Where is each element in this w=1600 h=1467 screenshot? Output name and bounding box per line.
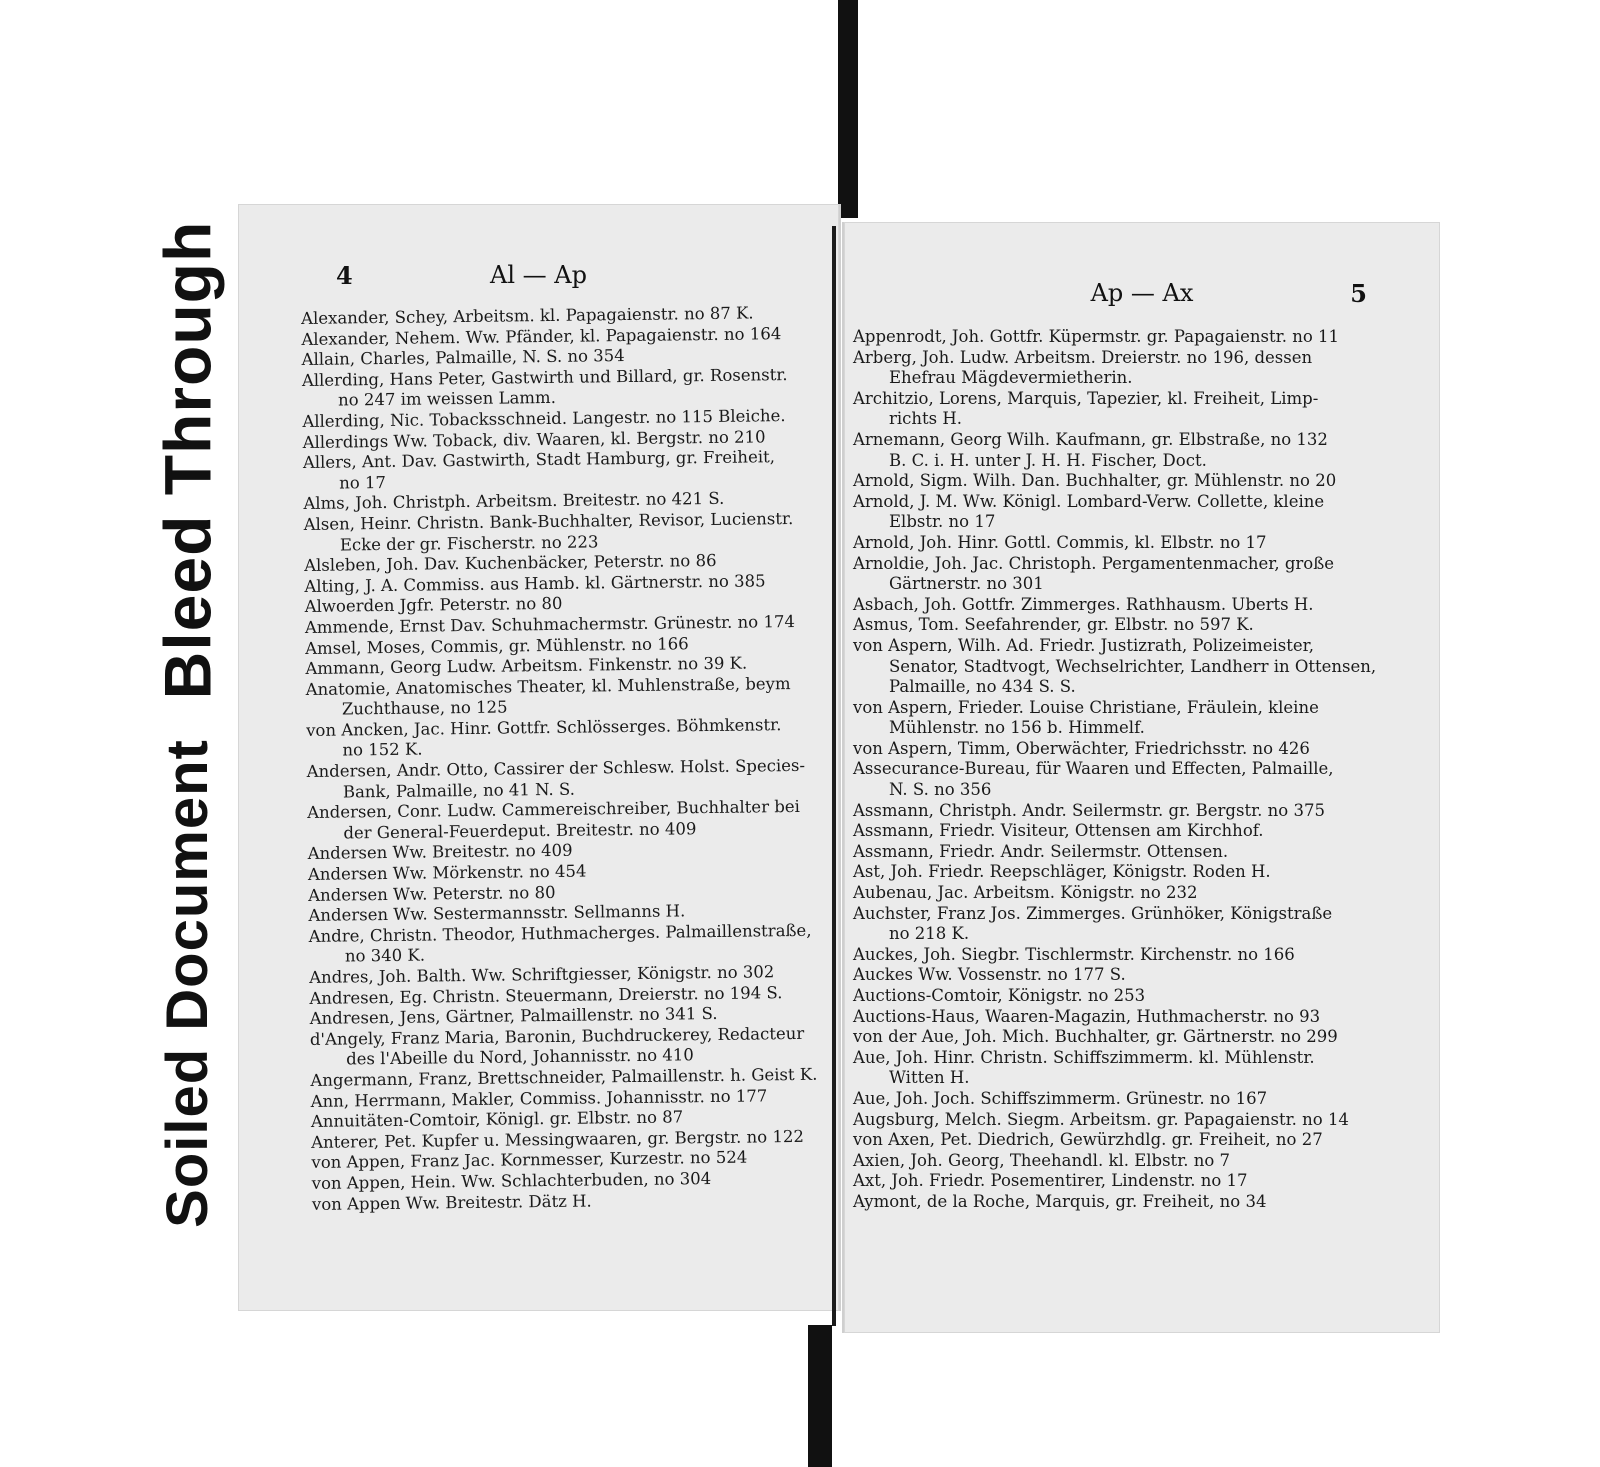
directory-entry: Amsel, Moses, Commis, gr. Mühlenstr. no 166 [305,633,689,658]
left-page-range: Al — Ap [490,261,587,289]
directory-entry: Andres, Joh. Balth. Ww. Schriftgiesser, Königstr. no 302 [309,962,775,987]
directory-entry: Allerding, Hans Peter, Gastwirth und Billard, gr. Rosenstr. no 247 im weissen Lamm. [301,364,788,410]
right-page [844,222,1440,1333]
directory-entry: Axt, Joh. Friedr. Posementirer, Lindenstr. no 17 [853,1171,1248,1191]
directory-entry: Arberg, Joh. Ludw. Arbeitsm. Dreierstr. no 196, dessen Ehefrau Mägdevermietherin. [853,347,1313,388]
directory-entry: von Appen, Franz Jac. Kornmesser, Kurzestr. no 524 [311,1147,748,1173]
directory-entry: Arnoldie, Joh. Jac. Christoph. Pergamentenmacher, große Gärtnerstr. no 301 [853,553,1335,594]
directory-entry: von Aspern, Wilh. Ad. Friedr. Justizrath, Polizeimeister, Senator, Stadtvogt, Wechselrichter, Landherr in Ottensen, Palmaille, no 434 S. S. [853,635,1377,697]
bleed-through-label: Bleed Through [150,220,225,700]
directory-entry: Andersen Ww. Sestermannsstr. Sellmanns H. [308,901,686,926]
directory-entry: Alwoerden Jgfr. Peterstr. no 80 [304,594,563,617]
directory-entry: Augsburg, Melch. Siegm. Arbeitsm. gr. Papagaienstr. no 14 [853,1109,1349,1129]
directory-entry: Alsleben, Joh. Dav. Kuchenbäcker, Peterstr. no 86 [304,551,717,576]
directory-entry: von Aspern, Frieder. Louise Christiane, Fräulein, kleine Mühlenstr. no 156 b. Himmelf. [853,697,1319,738]
left-page [238,204,839,1311]
directory-entry: Allerdings Ww. Toback, div. Waaren, kl. Bergstr. no 210 [302,426,766,452]
directory-entry: von Ancken, Jac. Hinr. Gottfr. Schlösserges. Böhmkenstr. no 152 K. [306,715,782,760]
top-binding-bar [838,0,858,218]
directory-entry: Annuitäten-Comtoir, Königl. gr. Elbstr. no 87 [310,1107,684,1132]
directory-entry: Auckes Ww. Vossenstr. no 177 S. [853,965,1126,985]
bottom-binding-bar [808,1325,832,1467]
directory-entry: von Appen Ww. Breitestr. Dätz H. [311,1191,592,1214]
directory-entry: d'Angely, Franz Maria, Baronin, Buchdruckerey, Redacteur des l'Abeille du Nord, Johannisstr. no 410 [309,1023,805,1069]
directory-entry: Allain, Charles, Palmaille, N. S. no 354 [301,346,625,370]
directory-entry: Allerding, Nic. Tobacksschneid. Langestr. no 115 Bleiche. [302,406,786,431]
directory-entry: von Appen, Hein. Ww. Schlachterbuden, no 304 [311,1168,712,1193]
directory-entry: Anatomie, Anatomisches Theater, kl. Muhlenstraße, beym Zuchthause, no 125 [305,673,791,719]
directory-entry: Aue, Joh. Hinr. Christn. Schiffszimmerm. kl. Mühlenstr. Witten H. [853,1047,1315,1088]
directory-entry: Arnold, Sigm. Wilh. Dan. Buchhalter, gr. Mühlenstr. no 20 [853,471,1337,491]
directory-entry: von der Aue, Joh. Mich. Buchhalter, gr. Gärtnerstr. no 299 [853,1027,1338,1047]
directory-entry: Ast, Joh. Friedr. Reepschläger, Königstr. Roden H. [853,862,1271,882]
directory-entry: Alms, Joh. Christph. Arbeitsm. Breitestr. no 421 S. [303,489,725,514]
directory-entry: Allers, Ant. Dav. Gastwirth, Stadt Hamburg, gr. Freiheit, no 17 [302,447,776,493]
directory-entry: Angermann, Franz, Brettschneider, Palmaillenstr. h. Geist K. [310,1064,818,1090]
directory-entry: Andresen, Jens, Gärtner, Palmaillenstr. no 341 S. [309,1004,718,1029]
right-page-range: Ap — Ax [1090,279,1194,307]
left-page-edge [832,226,836,1326]
directory-entry: Andersen Ww. Peterstr. no 80 [308,882,556,905]
left-page-number: 4 [336,261,353,290]
left-page-header [239,261,838,295]
right-page-number: 5 [1350,279,1367,308]
directory-entry: Andersen Ww. Mörkenstr. no 454 [307,861,587,884]
directory-entry: Asbach, Joh. Gottfr. Zimmerges. Rathhausm. Uberts H. [853,594,1314,614]
right-page-header [845,279,1439,313]
directory-entry: Andersen Ww. Breitestr. no 409 [307,841,573,864]
directory-entry: Assmann, Friedr. Andr. Seilermstr. Ottensen. [853,841,1229,861]
directory-entry: Anterer, Pet. Kupfer u. Messingwaaren, gr. Bergstr. no 122 [311,1126,804,1152]
directory-entry: Arnold, Joh. Hinr. Gottl. Commis, kl. Elbstr. no 17 [853,532,1267,552]
directory-entry: Assecurance-Bureau, für Waaren und Effecten, Palmaille, N. S. no 356 [853,759,1334,800]
directory-entry: Andersen, Andr. Otto, Cassirer der Schlesw. Holst. Species- Bank, Palmaille, no 41 N. S. [306,755,806,802]
directory-entry: Aue, Joh. Joch. Schiffszimmerm. Grünestr. no 167 [853,1088,1268,1108]
directory-entry: Ammann, Georg Ludw. Arbeitsm. Finkenstr. no 39 K. [305,653,748,679]
directory-entry: Axien, Joh. Georg, Theehandl. kl. Elbstr. no 7 [853,1150,1231,1170]
left-entry-list [301,303,837,1215]
directory-entry: Ann, Herrmann, Makler, Commiss. Johannisstr. no 177 [310,1085,768,1111]
directory-entry: Auctions-Haus, Waaren-Magazin, Huthmacherstr. no 93 [853,1006,1321,1026]
directory-entry: von Aspern, Timm, Oberwächter, Friedrichsstr. no 426 [853,738,1310,758]
directory-entry: Asmus, Tom. Seefahrender, gr. Elbstr. no 597 K. [853,615,1254,635]
directory-entry: Arnold, J. M. Ww. Königl. Lombard-Verw. Collette, kleine Elbstr. no 17 [853,491,1325,532]
directory-entry: Aubenau, Jac. Arbeitsm. Königstr. no 232 [853,883,1198,903]
directory-entry: Auckes, Joh. Siegbr. Tischlermstr. Kirchenstr. no 166 [853,944,1295,964]
directory-entry: Auctions-Comtoir, Königstr. no 253 [853,986,1146,1005]
soiled-document-label: Soiled Document [155,738,220,1228]
directory-entry: Aymont, de la Roche, Marquis, gr. Freiheit, no 34 [853,1191,1267,1211]
directory-entry: Alting, J. A. Commiss. aus Hamb. kl. Gärtnerstr. no 385 [304,571,766,596]
directory-entry: Ammende, Ernst Dav. Schuhmachermstr. Grünestr. no 174 [304,611,796,637]
right-entry-list [853,327,1427,1213]
directory-entry: Arnemann, Georg Wilh. Kaufmann, gr. Elbstraße, no 132 B. C. i. H. unter J. H. H. Fischer, Doct. [853,429,1328,470]
directory-entry: Appenrodt, Joh. Gottfr. Küpermstr. gr. Papagaienstr. no 11 [853,327,1340,346]
directory-entry: Architzio, Lorens, Marquis, Tapezier, kl. Freiheit, Limp- richts H. [853,388,1319,429]
directory-entry: Assmann, Friedr. Visiteur, Ottensen am Kirchhof. [853,821,1264,841]
directory-entry: Auchster, Franz Jos. Zimmerges. Grünhöker, Königstraße no 218 K. [853,903,1333,944]
directory-entry: Alexander, Schey, Arbeitsm. kl. Papagaienstr. no 87 K. [301,303,754,328]
directory-entry: Andresen, Eg. Christn. Steuermann, Dreierstr. no 194 S. [309,982,783,1008]
bleed-through-stamp [140,220,235,700]
directory-entry: von Axen, Pet. Diedrich, Gewürzhdlg. gr. Freiheit, no 27 [853,1130,1323,1150]
soiled-document-stamp [140,718,235,1248]
directory-entry: Assmann, Christph. Andr. Seilermstr. gr. Bergstr. no 375 [853,800,1325,820]
directory-entry: Andre, Christn. Theodor, Huthmacherges. Palmaillenstraße, no 340 K. [308,920,812,966]
directory-entry: Alsen, Heinr. Christn. Bank-Buchhalter, Revisor, Lucienstr. Ecke der gr. Fischerstr. no 223 [303,508,794,555]
directory-entry: Andersen, Conr. Ludw. Cammereischreiber, Buchhalter bei der General-Feuerdeput. Breitestr. no 409 [307,797,800,843]
directory-entry: Alexander, Nehem. Ww. Pfänder, kl. Papagaienstr. no 164 [301,323,782,349]
